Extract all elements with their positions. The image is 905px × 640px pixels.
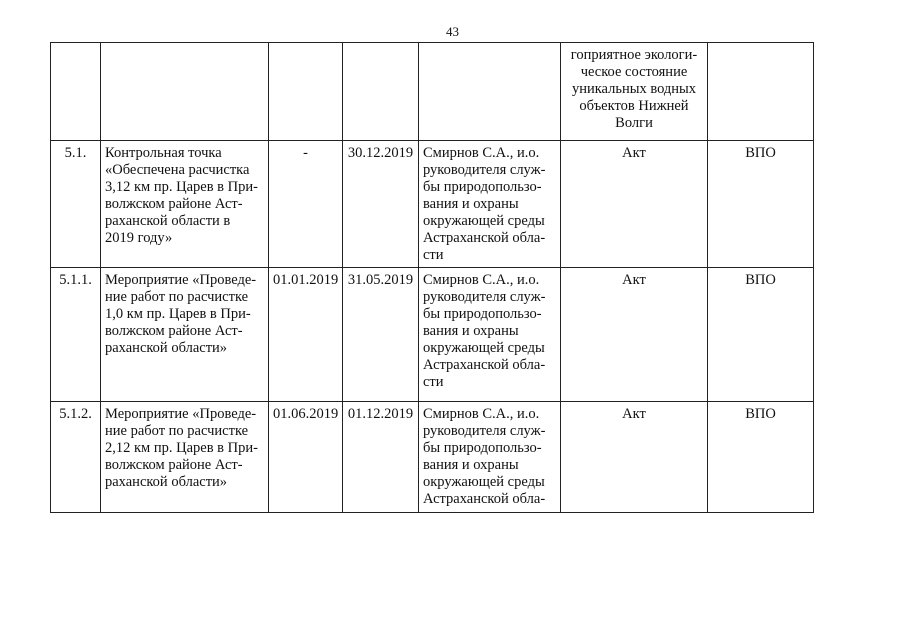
item-name-cell-line: волжском районе Аст- [105, 323, 243, 339]
info-source-cell: ВПО [708, 402, 814, 513]
responsible-cell-line: руководителя служ- [423, 423, 546, 439]
responsible-cell-line: сти [423, 374, 444, 390]
end-date-cell: 01.12.2019 [343, 402, 419, 513]
item-name-cell [101, 43, 269, 141]
document-type-cell-line: Волги [615, 115, 653, 131]
responsible-cell-line: окружающей среды [423, 474, 545, 490]
item-name-cell-line: 2,12 км пр. Царев в При- [105, 440, 258, 456]
item-number-cell: 5.1. [51, 141, 101, 268]
document-type-cell [561, 268, 708, 402]
responsible-cell-line: бы природопользо- [423, 440, 542, 456]
document-type-cell-line: гоприятное экологи- [570, 47, 698, 63]
item-name-cell-line: Мероприятие «Проведе- [105, 272, 257, 288]
item-name-cell-line: ние работ по расчистке [105, 289, 249, 305]
document-type-cell [561, 43, 708, 141]
item-name-cell [101, 402, 269, 513]
document-type-cell-line: объектов Нижней [579, 98, 689, 114]
document-type-cell-line: Акт [622, 272, 646, 288]
document-type-cell-line: Акт [622, 145, 646, 161]
document-type-cell [561, 141, 708, 268]
item-name-cell-line: «Обеспечена расчистка [105, 162, 250, 178]
item-name-cell [101, 268, 269, 402]
responsible-cell-line: Смирнов С.А., и.о. [423, 272, 540, 288]
responsible-cell-line: Астраханской обла- [423, 357, 546, 373]
document-type-cell-line: Акт [622, 406, 646, 422]
page-number: 43 [446, 24, 459, 39]
info-source-cell: ВПО [708, 141, 814, 268]
responsible-cell-line: руководителя служ- [423, 289, 546, 305]
document-type-cell-line: уникальных водных [571, 81, 697, 97]
item-name-cell-line: волжском районе Аст- [105, 196, 243, 212]
item-name-cell-line: ние работ по расчистке [105, 423, 249, 439]
start-date-cell [269, 43, 343, 141]
responsible-cell [419, 268, 561, 402]
info-source-cell: ВПО [708, 268, 814, 402]
item-name-cell-line: раханской области в [105, 213, 231, 229]
responsible-cell-line: руководителя служ- [423, 162, 546, 178]
item-number-cell: 5.1.2. [51, 402, 101, 513]
responsible-cell-line: бы природопользо- [423, 306, 542, 322]
item-name-cell-line: Мероприятие «Проведе- [105, 406, 257, 422]
start-date-cell: 01.01.2019 [269, 268, 343, 402]
responsible-cell-line: бы природопользо- [423, 179, 542, 195]
table-row [51, 402, 814, 513]
start-date-cell: - [269, 141, 343, 268]
responsible-cell-line: Смирнов С.А., и.о. [423, 145, 540, 161]
document-type-cell [561, 402, 708, 513]
responsible-cell [419, 43, 561, 141]
end-date-cell [343, 43, 419, 141]
end-date-cell: 30.12.2019 [343, 141, 419, 268]
item-name-cell-line: раханской области» [105, 340, 228, 356]
responsible-cell-line: вания и охраны [423, 196, 519, 212]
responsible-cell-line: сти [423, 247, 444, 263]
item-name-cell-line: раханской области» [105, 474, 228, 490]
start-date-cell: 01.06.2019 [269, 402, 343, 513]
item-name-cell-line: Контрольная точка [105, 145, 222, 161]
item-number-cell [51, 43, 101, 141]
responsible-cell-line: окружающей среды [423, 213, 545, 229]
document-type-cell-line: ческое состояние [580, 64, 688, 80]
plan-table [50, 42, 814, 513]
responsible-cell [419, 141, 561, 268]
item-name-cell-line: 2019 году» [105, 230, 173, 246]
table-row [51, 43, 814, 141]
responsible-cell-line: вания и охраны [423, 457, 519, 473]
responsible-cell-line: Астраханской обла- [423, 230, 546, 246]
item-name-cell [101, 141, 269, 268]
info-source-cell [708, 43, 814, 141]
item-name-cell-line: 3,12 км пр. Царев в При- [105, 179, 258, 195]
item-name-cell-line: волжском районе Аст- [105, 457, 243, 473]
table-row [51, 141, 814, 268]
responsible-cell-line: Смирнов С.А., и.о. [423, 406, 540, 422]
end-date-cell: 31.05.2019 [343, 268, 419, 402]
responsible-cell-line: Астраханской обла- [423, 491, 546, 507]
table-row [51, 268, 814, 402]
responsible-cell-line: вания и охраны [423, 323, 519, 339]
responsible-cell [419, 402, 561, 513]
responsible-cell-line: окружающей среды [423, 340, 545, 356]
item-number-cell: 5.1.1. [51, 268, 101, 402]
item-name-cell-line: 1,0 км пр. Царев в При- [105, 306, 251, 322]
table-body [51, 43, 814, 513]
